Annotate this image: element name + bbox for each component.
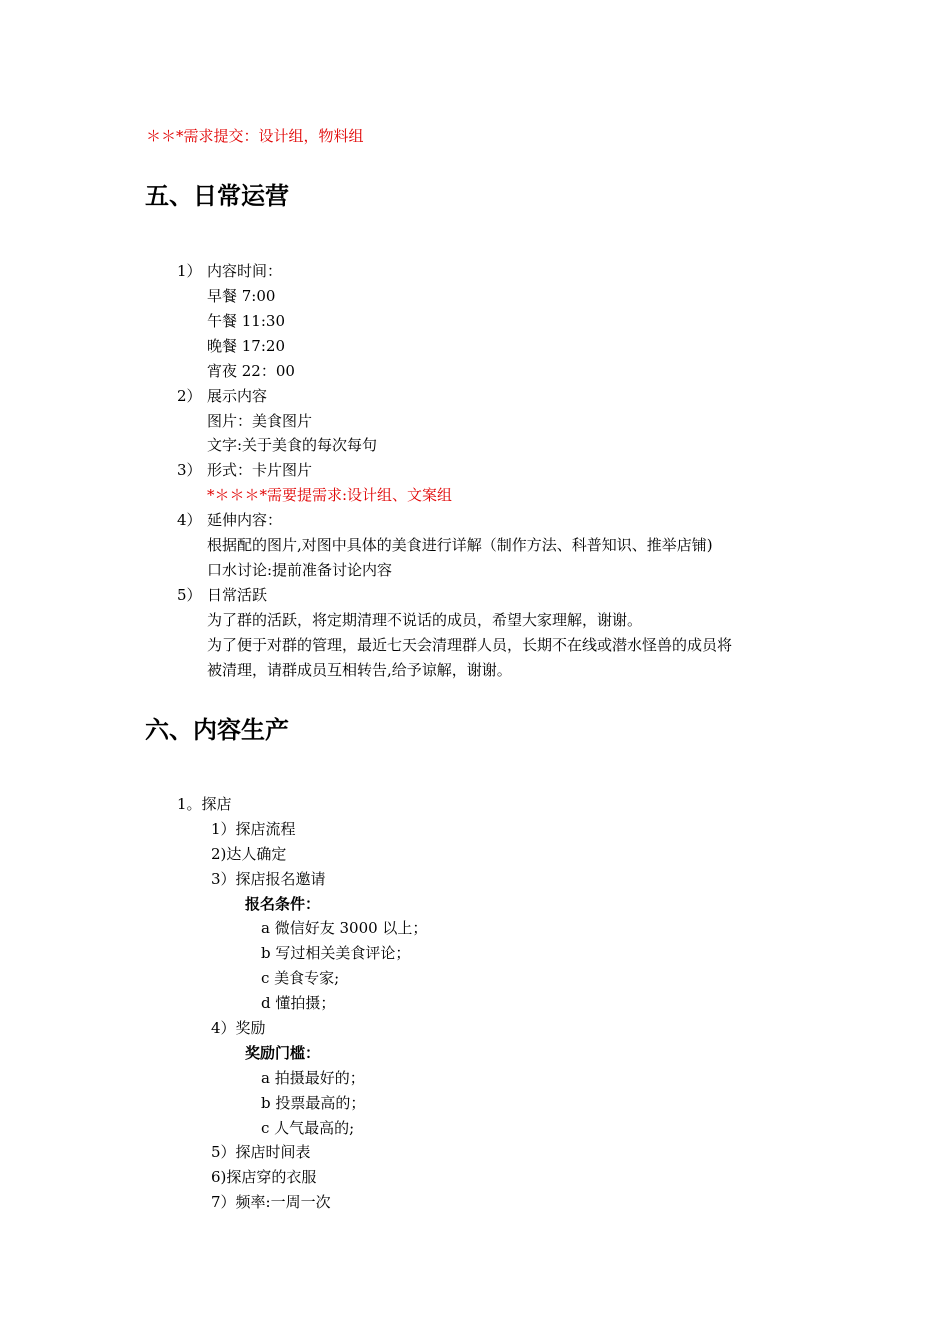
condition-item: a 微信好友 3000 以上；	[261, 919, 428, 937]
signup-conditions-title: 报名条件：	[245, 895, 321, 913]
subsection-title: 1。探店	[177, 795, 232, 813]
condition-item: d 懂拍摄；	[261, 994, 336, 1012]
requirement-note: ＊＊*需求提交：设计组，物料组	[146, 127, 364, 145]
item-line: 为了便于对群的管理，最近七天会清理群人员，长期不在线或潜水怪兽的成员将	[207, 636, 733, 654]
item-line: 晚餐 17:20	[207, 337, 285, 355]
step-item: 3）探店报名邀请	[211, 870, 326, 888]
reward-item: a 拍摄最好的；	[261, 1069, 365, 1087]
reward-item: c 人气最高的;	[261, 1119, 355, 1137]
item-number: 2）	[177, 387, 202, 405]
step-item: 7）频率:一周一次	[211, 1193, 331, 1211]
item-number: 4）	[177, 511, 202, 529]
item-label: 形式：卡片图片	[207, 461, 313, 479]
item-number: 1）	[177, 262, 202, 280]
item-line: 根据配的图片,对图中具体的美食进行详解（制作方法、科普知识、推举店铺)	[207, 536, 713, 554]
step-item: 6)探店穿的衣服	[211, 1168, 317, 1186]
section-6-heading: 六、内容生产	[145, 715, 289, 744]
item-number: 5）	[177, 586, 202, 604]
item-label: 内容时间：	[207, 262, 283, 280]
condition-item: b 写过相关美食评论；	[261, 944, 411, 962]
item-label: 延伸内容：	[207, 511, 283, 529]
condition-item: c 美食专家;	[261, 969, 340, 987]
step-item: 2)达人确定	[211, 845, 287, 863]
item-number: 3）	[177, 461, 202, 479]
item-line: 图片：美食图片	[207, 412, 313, 430]
item-line: 早餐 7:00	[207, 287, 276, 305]
item-line: 被清理，请群成员互相转告,给予谅解，谢谢。	[207, 661, 512, 679]
item-label: 日常活跃	[207, 586, 268, 604]
item-line: 宵夜 22：00	[207, 362, 295, 380]
step-item: 4）奖励	[211, 1019, 266, 1037]
item-line: 口水讨论:提前准备讨论内容	[207, 561, 393, 579]
reward-item: b 投票最高的；	[261, 1094, 366, 1112]
step-item: 1）探店流程	[211, 820, 296, 838]
section-5-heading: 五、日常运营	[145, 181, 289, 210]
step-item: 5）探店时间表	[211, 1143, 311, 1161]
item-label: 展示内容	[207, 387, 268, 405]
item-line: 午餐 11:30	[207, 312, 285, 330]
item-line: 为了群的活跃，将定期清理不说话的成员，希望大家理解，谢谢。	[207, 611, 643, 629]
reward-threshold-title: 奖励门槛：	[245, 1044, 321, 1062]
requirement-note: *＊＊＊*需要提需求:设计组、文案组	[207, 486, 453, 504]
item-line: 文字:关于美食的每次每句	[207, 436, 378, 454]
